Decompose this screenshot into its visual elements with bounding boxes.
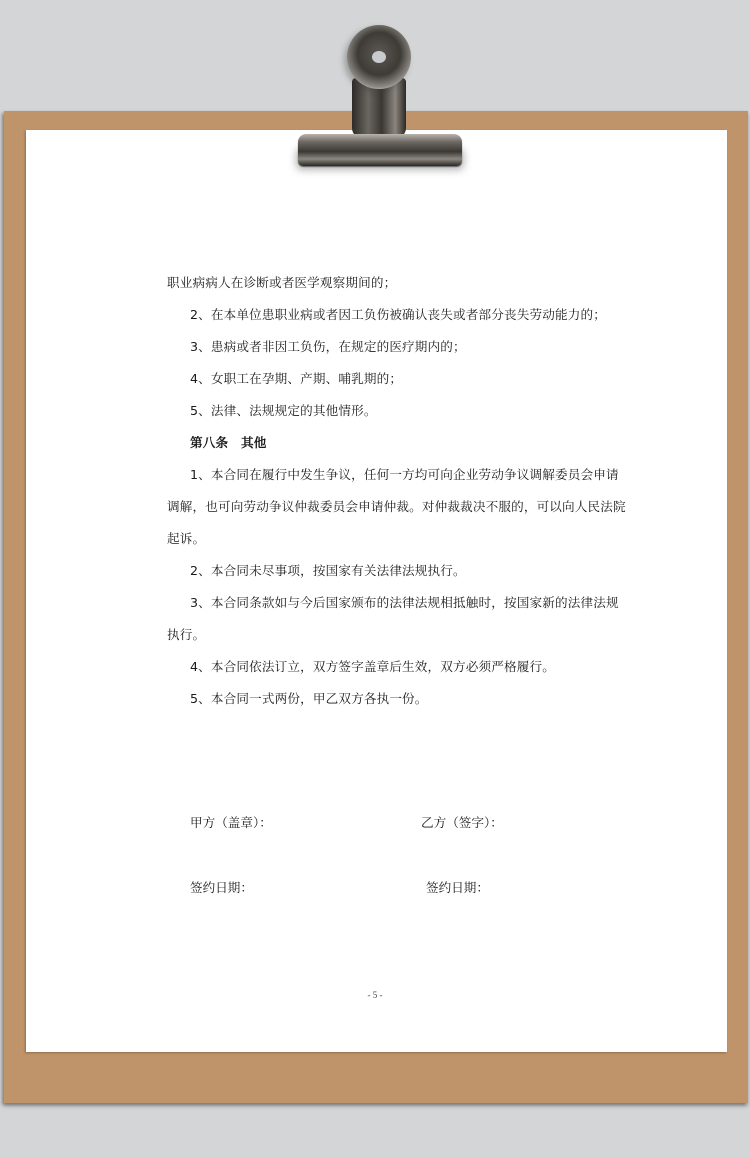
text-line: 4、女职工在孕期、产期、哺乳期的；: [190, 371, 403, 386]
party-a-label: 甲方（盖章）：: [190, 815, 272, 830]
text-line: 3、患病或者非因工负伤，在规定的医疗期内的；: [190, 339, 466, 354]
text-line: 2、本合同未尽事项，按国家有关法律法规执行。: [190, 563, 466, 578]
text-line: 职业病病人在诊断或者医学观察期间的；: [167, 275, 397, 290]
clip-jaw: [298, 134, 462, 166]
document-body: [167, 270, 626, 718]
text-line: 调解，也可向劳动争议仲裁委员会申请仲裁。对仲裁裁决不服的，可以向人民法院: [167, 499, 626, 514]
text-line: 3、本合同条款如与今后国家颁布的法律法规相抵触时，按国家新的法律法规: [190, 595, 619, 610]
text-line: 执行。: [167, 627, 206, 642]
clip-hole: [372, 51, 386, 63]
text-line: 4、本合同依法订立，双方签字盖章后生效，双方必须严格履行。: [190, 659, 555, 674]
text-line: 5、本合同一式两份，甲乙双方各执一份。: [190, 691, 428, 706]
date-a-label: 签约日期：: [190, 880, 253, 895]
text-line: 2、在本单位患职业病或者因工负伤被确认丧失或者部分丧失劳动能力的；: [190, 307, 606, 322]
page-number: - 5 -: [367, 990, 383, 1000]
party-b-label: 乙方（签字）：: [421, 815, 503, 830]
text-line: 5、法律、法规规定的其他情形。: [190, 403, 377, 418]
text-line: 1、本合同在履行中发生争议，任何一方均可向企业劳动争议调解委员会申请: [190, 467, 619, 482]
section-heading: 第八条 其他: [190, 435, 267, 450]
text-line: 起诉。: [167, 531, 206, 546]
date-b-label: 签约日期：: [426, 880, 489, 895]
